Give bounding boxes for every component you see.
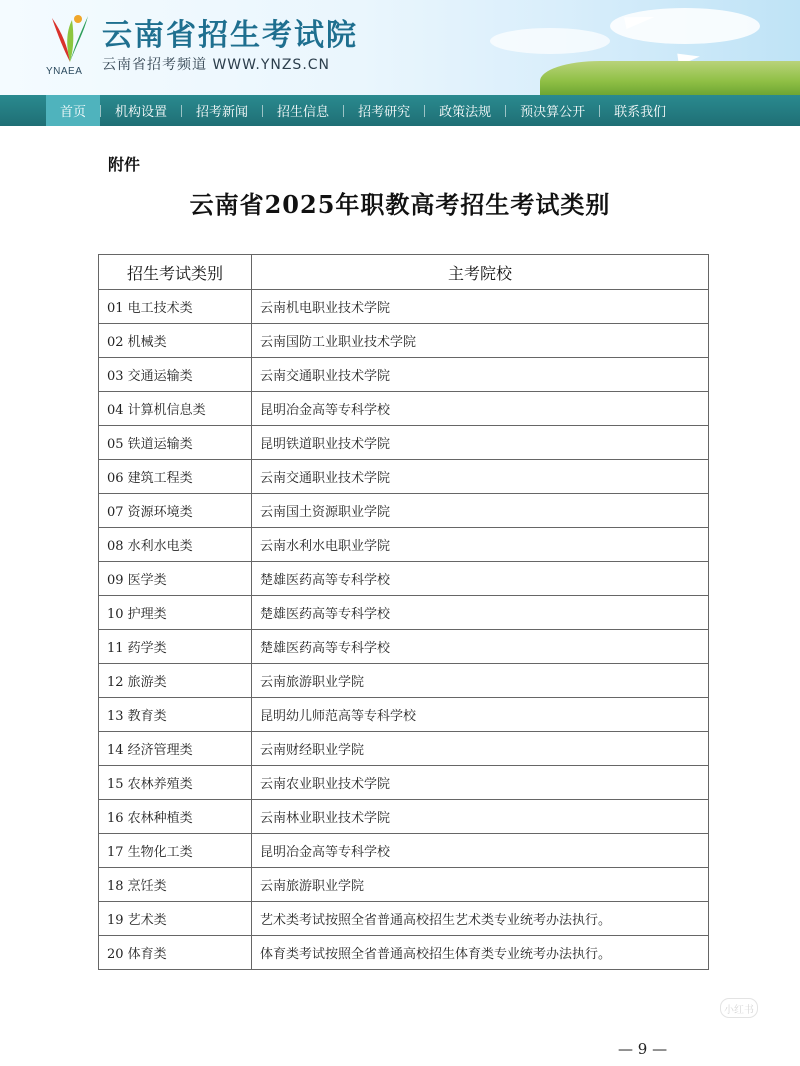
school-cell: 云南旅游职业学院 <box>252 664 709 698</box>
table-row <box>99 766 709 800</box>
category-cell: 04 计算机信息类 <box>99 392 252 426</box>
category-cell: 08 水利水电类 <box>99 528 252 562</box>
table-row <box>99 664 709 698</box>
nav-item-news[interactable]: 招考新闻 <box>196 105 249 120</box>
category-cell: 13 教育类 <box>99 698 252 732</box>
table-row <box>99 494 709 528</box>
nav-item-research[interactable]: 招考研究 <box>358 105 411 120</box>
nav-item-policy[interactable]: 政策法规 <box>439 105 492 120</box>
table-row <box>99 732 709 766</box>
table-row <box>99 868 709 902</box>
grass-decoration <box>540 61 800 95</box>
category-cell: 01 电工技术类 <box>99 290 252 324</box>
school-cell: 云南机电职业技术学院 <box>252 290 709 324</box>
table-row <box>99 630 709 664</box>
main-nav <box>0 95 800 126</box>
school-cell: 昆明冶金高等专科学校 <box>252 392 709 426</box>
header-banner <box>0 0 800 95</box>
school-cell: 云南国防工业职业技术学院 <box>252 324 709 358</box>
table-row <box>99 528 709 562</box>
category-cell: 05 铁道运输类 <box>99 426 252 460</box>
school-cell: 云南财经职业学院 <box>252 732 709 766</box>
site-subtitle: 云南省招考频道 WWW.YNZS.CN <box>102 57 331 73</box>
category-table <box>98 254 709 970</box>
nav-item-admissions[interactable]: 招生信息 <box>277 105 330 120</box>
table-row <box>99 800 709 834</box>
category-cell: 18 烹饪类 <box>99 868 252 902</box>
watermark: 小红书 <box>720 998 758 1018</box>
school-cell: 云南交通职业技术学院 <box>252 358 709 392</box>
school-cell: 云南国土资源职业学院 <box>252 494 709 528</box>
table-row <box>99 426 709 460</box>
table-row <box>99 290 709 324</box>
nav-item-organization[interactable]: 机构设置 <box>115 105 168 120</box>
table-row <box>99 936 709 970</box>
category-cell: 09 医学类 <box>99 562 252 596</box>
table-row <box>99 460 709 494</box>
table-row <box>99 902 709 936</box>
school-cell: 楚雄医药高等专科学校 <box>252 596 709 630</box>
category-cell: 11 药学类 <box>99 630 252 664</box>
school-cell: 云南旅游职业学院 <box>252 868 709 902</box>
school-cell: 云南农业职业技术学院 <box>252 766 709 800</box>
table-row <box>99 358 709 392</box>
category-cell: 17 生物化工类 <box>99 834 252 868</box>
table-row <box>99 834 709 868</box>
ynaea-logo-icon[interactable] <box>44 10 96 64</box>
document-title: 云南省2025年职教高考招生考试类别 <box>189 190 611 219</box>
table-row <box>99 562 709 596</box>
category-cell: 20 体育类 <box>99 936 252 970</box>
category-cell: 03 交通运输类 <box>99 358 252 392</box>
category-cell: 12 旅游类 <box>99 664 252 698</box>
column-header-school: 主考院校 <box>252 255 709 290</box>
category-cell: 02 机械类 <box>99 324 252 358</box>
category-cell: 07 资源环境类 <box>99 494 252 528</box>
table-row <box>99 392 709 426</box>
category-cell: 06 建筑工程类 <box>99 460 252 494</box>
logo-abbreviation: YNAEA <box>46 66 83 77</box>
category-cell: 19 艺术类 <box>99 902 252 936</box>
nav-item-contact[interactable]: 联系我们 <box>614 105 667 120</box>
table-row <box>99 698 709 732</box>
nav-item-home[interactable]: 首页 <box>46 95 100 126</box>
school-cell: 云南交通职业技术学院 <box>252 460 709 494</box>
category-cell: 14 经济管理类 <box>99 732 252 766</box>
table-header-row <box>99 255 709 290</box>
school-cell: 云南林业职业技术学院 <box>252 800 709 834</box>
nav-item-budget[interactable]: 预决算公开 <box>520 105 586 120</box>
category-cell: 16 农林种植类 <box>99 800 252 834</box>
school-cell: 昆明铁道职业技术学院 <box>252 426 709 460</box>
school-cell: 楚雄医药高等专科学校 <box>252 630 709 664</box>
attachment-label: 附件 <box>108 155 141 174</box>
table-row <box>99 324 709 358</box>
school-cell: 云南水利水电职业学院 <box>252 528 709 562</box>
school-cell: 艺术类考试按照全省普通高校招生艺术类专业统考办法执行。 <box>252 902 709 936</box>
category-cell: 10 护理类 <box>99 596 252 630</box>
cloud-decoration <box>490 28 610 54</box>
school-cell: 昆明幼儿师范高等专科学校 <box>252 698 709 732</box>
category-cell: 15 农林养殖类 <box>99 766 252 800</box>
school-cell: 体育类考试按照全省普通高校招生体育类专业统考办法执行。 <box>252 936 709 970</box>
school-cell: 楚雄医药高等专科学校 <box>252 562 709 596</box>
site-title[interactable]: 云南省招生考试院 <box>102 18 358 53</box>
page-number: — 9 — <box>618 1040 668 1058</box>
school-cell: 昆明冶金高等专科学校 <box>252 834 709 868</box>
column-header-category: 招生考试类别 <box>99 255 252 290</box>
table-row <box>99 596 709 630</box>
